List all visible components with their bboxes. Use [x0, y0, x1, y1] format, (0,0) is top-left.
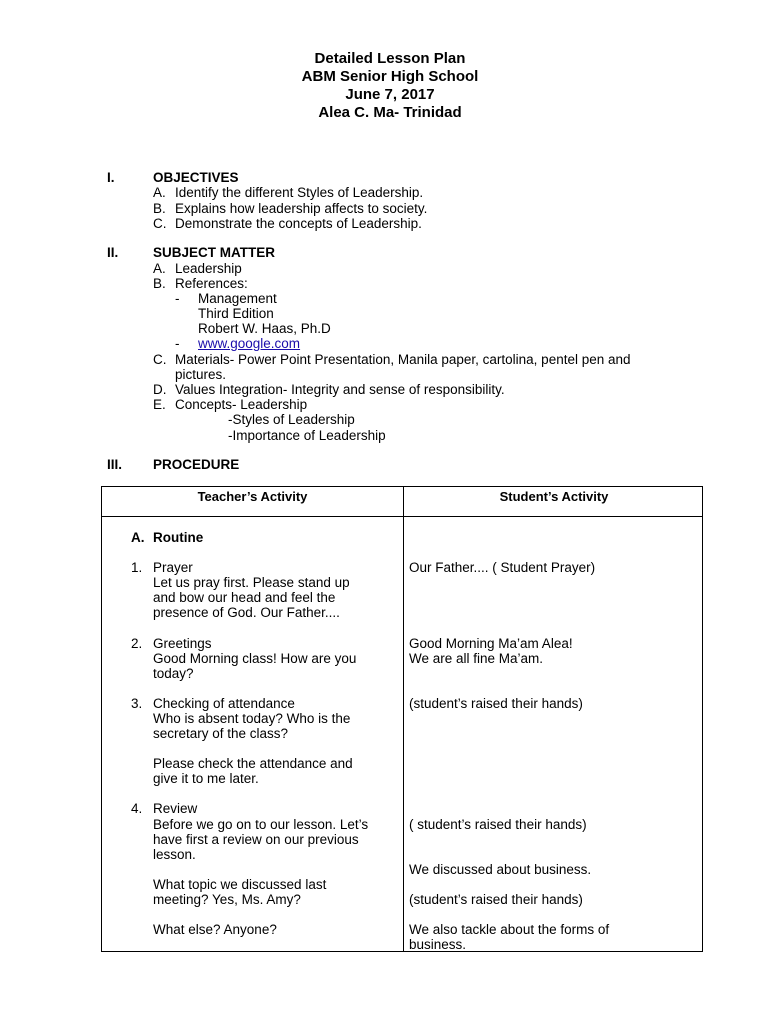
- subject-matter-numeral: II.: [107, 245, 119, 260]
- subject-c-letter: C.: [153, 352, 167, 367]
- attendance-number: 3.: [131, 696, 143, 711]
- activity-table: [101, 486, 703, 952]
- subject-b-text: References:: [175, 276, 248, 291]
- objective-b-letter: B.: [153, 201, 166, 216]
- school-name: ABM Senior High School: [301, 68, 479, 85]
- prayer-line-1: Let us pray first. Please stand up: [153, 575, 350, 590]
- prayer-title: Prayer: [153, 560, 193, 575]
- procedure-numeral: III.: [107, 457, 123, 472]
- objective-c-text: Demonstrate the concepts of Leadership.: [175, 216, 422, 231]
- greetings-student-line-1: Good Morning Ma’am Alea!: [409, 636, 573, 651]
- greetings-student-line-2: We are all fine Ma’am.: [409, 651, 544, 666]
- routine-letter: A.: [131, 530, 145, 545]
- subject-c-line2: pictures.: [175, 367, 227, 382]
- procedure-heading: PROCEDURE: [153, 457, 240, 472]
- greetings-line-2: today?: [153, 666, 194, 681]
- teacher-activity-header: Teacher’s Activity: [197, 489, 308, 504]
- greetings-line-1: Good Morning class! How are you: [153, 651, 357, 666]
- objectives-heading: OBJECTIVES: [153, 170, 239, 185]
- review-title: Review: [153, 801, 198, 816]
- prayer-student-response: Our Father.... ( Student Prayer): [409, 560, 596, 575]
- author-name: Alea C. Ma- Trinidad: [318, 104, 462, 121]
- attendance-line-4: give it to me later.: [153, 771, 259, 786]
- reference-1-dash: -: [175, 291, 180, 306]
- subject-a-letter: A.: [153, 261, 166, 276]
- prayer-line-2: and bow our head and feel the: [153, 590, 336, 605]
- reference-2-link[interactable]: www.google.com: [198, 336, 301, 351]
- subject-d-text: Values Integration- Integrity and sense of responsibility.: [175, 382, 505, 397]
- prayer-number: 1.: [131, 560, 143, 575]
- reference-1-title: Management: [198, 291, 277, 306]
- objective-a-text: Identify the different Styles of Leadership.: [175, 185, 424, 200]
- concept-styles: -Styles of Leadership: [228, 412, 355, 427]
- review-student-response-1: ( student’s raised their hands): [409, 817, 587, 832]
- subject-a-text: Leadership: [175, 261, 242, 276]
- routine-heading: Routine: [153, 530, 204, 545]
- review-question-1-line-1: What topic we discussed last: [153, 877, 327, 892]
- document-title: Detailed Lesson Plan: [314, 50, 466, 67]
- reference-2-dash: -: [175, 336, 180, 351]
- review-student-response-3: (student’s raised their hands): [409, 892, 583, 907]
- review-student-response-4-line-2: business.: [409, 937, 467, 952]
- subject-e-letter: E.: [153, 397, 166, 412]
- attendance-title: Checking of attendance: [153, 696, 295, 711]
- objective-b-text: Explains how leadership affects to society.: [175, 201, 428, 216]
- attendance-line-1: Who is absent today? Who is the: [153, 711, 351, 726]
- review-question-1-line-2: meeting? Yes, Ms. Amy?: [153, 892, 301, 907]
- subject-matter-heading: SUBJECT MATTER: [153, 245, 276, 260]
- table-column-divider: [403, 487, 404, 951]
- table-header-divider: [102, 516, 702, 517]
- review-line-2: have first a review on our previous: [153, 832, 359, 847]
- attendance-student-response: (student’s raised their hands): [409, 696, 583, 711]
- prayer-line-3: presence of God. Our Father....: [153, 605, 340, 620]
- reference-1-edition: Third Edition: [198, 306, 274, 321]
- subject-b-letter: B.: [153, 276, 166, 291]
- reference-1-author: Robert W. Haas, Ph.D: [198, 321, 331, 336]
- objective-c-letter: C.: [153, 216, 167, 231]
- review-number: 4.: [131, 801, 143, 816]
- objective-a-letter: A.: [153, 185, 166, 200]
- greetings-title: Greetings: [153, 636, 212, 651]
- subject-d-letter: D.: [153, 382, 167, 397]
- subject-e-text: Concepts- Leadership: [175, 397, 308, 412]
- greetings-number: 2.: [131, 636, 143, 651]
- review-line-1: Before we go on to our lesson. Let’s: [153, 817, 369, 832]
- review-line-3: lesson.: [153, 847, 196, 862]
- review-question-2: What else? Anyone?: [153, 922, 277, 937]
- attendance-line-2: secretary of the class?: [153, 726, 289, 741]
- objectives-numeral: I.: [107, 170, 115, 185]
- subject-c-line1: Materials- Power Point Presentation, Manila paper, cartolina, pentel pen and: [175, 352, 631, 367]
- concept-importance: -Importance of Leadership: [228, 428, 386, 443]
- attendance-line-3: Please check the attendance and: [153, 756, 353, 771]
- document-header: [0, 50, 768, 122]
- student-activity-header: Student’s Activity: [499, 489, 609, 504]
- review-student-response-4-line-1: We also tackle about the forms of: [409, 922, 610, 937]
- review-student-response-2: We discussed about business.: [409, 862, 592, 877]
- lesson-date: June 7, 2017: [345, 86, 435, 103]
